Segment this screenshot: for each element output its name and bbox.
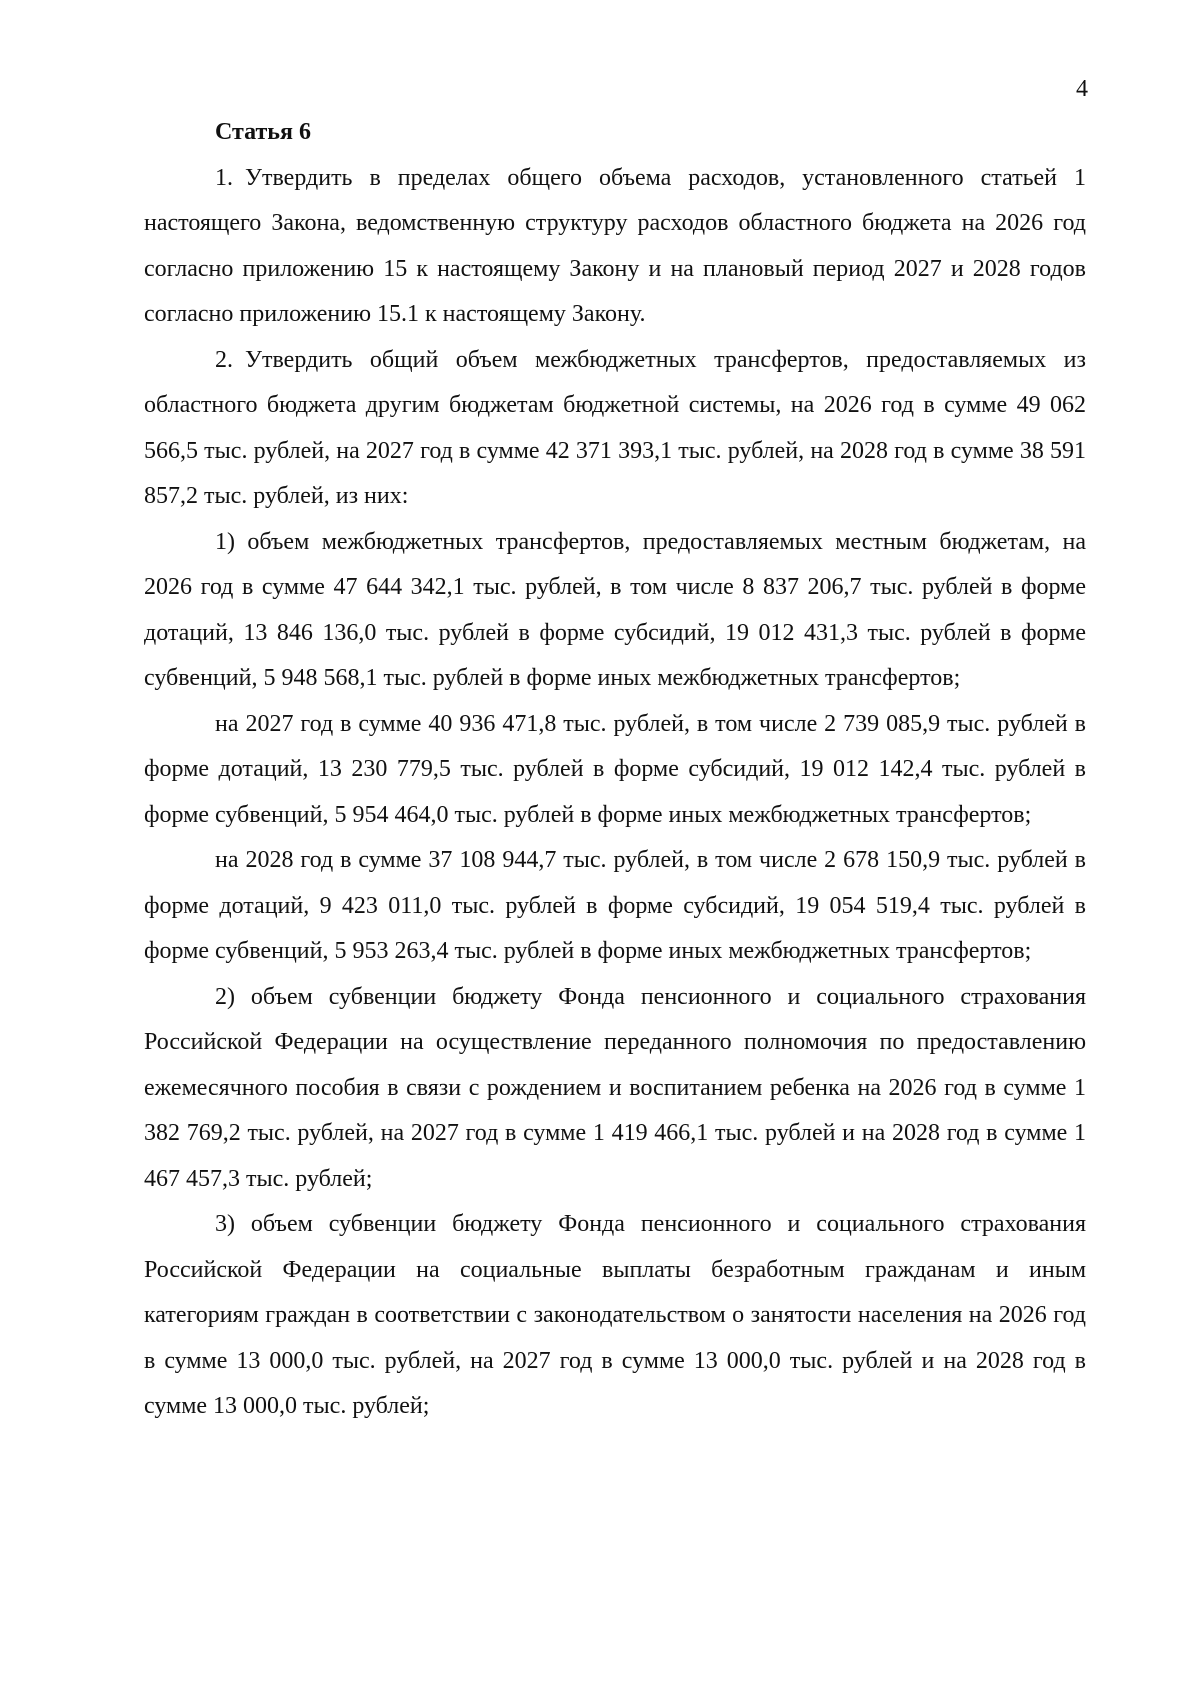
paragraph-item-1: 1. Утвердить в пределах общего объема расходов, установленного статьей 1 настоящего Закона, ведомственную структуру расходов областного бюджета на 2026 год согласно приложению 15 к настоящему Закону и на плановый период 2027 и 2028 годов согласно приложению 15.1 к настоящему Закону. xyxy=(144,164,1086,327)
subitem-3-pension-fund-unemployment: 3) объем субвенции бюджету Фонда пенсионного и социального страхования Российской Федерации на социальные выплаты безработным гражданам и иным категориям граждан в соответствии с законодательством о занятости населения на 2026 год в сумме 13 000,0 тыс. рублей, на 2027 год в сумме 13 000,0 тыс. рублей и на 2028 год в сумме 13 000,0 тыс. рублей; xyxy=(144,1211,1086,1419)
subitem-1-local-budgets-2028: на 2028 год в сумме 37 108 944,7 тыс. рублей, в том числе 2 678 150,9 тыс. рублей в форме дотаций, 9 423 011,0 тыс. рублей в форме субсидий, 19 054 519,4 тыс. рублей в форме субвенций, 5 953 263,4 тыс. рублей в форме иных межбюджетных трансфертов; xyxy=(144,847,1086,964)
article-title: Статья 6 xyxy=(215,119,311,145)
subitem-1-local-budgets-2026: 1) объем межбюджетных трансфертов, предоставляемых местным бюджетам, на 2026 год в сумме 47 644 342,1 тыс. рублей, в том числе 8 837 206,7 тыс. рублей в форме дотаций, 13 846 136,0 тыс. рублей в форме субсидий, 19 012 431,3 тыс. рублей в форме субвенций, 5 948 568,1 тыс. рублей в форме иных межбюджетных трансфертов; xyxy=(144,528,1086,691)
document-body xyxy=(144,110,1086,1430)
paragraph-item-2: 2. Утвердить общий объем межбюджетных трансфертов, предоставляемых из областного бюджета другим бюджетам бюджетной системы, на 2026 год в сумме 49 062 566,5 тыс. рублей, на 2027 год в сумме 42 371 393,1 тыс. рублей, на 2028 год в сумме 38 591 857,2 тыс. рублей, из них: xyxy=(144,346,1086,509)
subitem-1-local-budgets-2027: на 2027 год в сумме 40 936 471,8 тыс. рублей, в том числе 2 739 085,9 тыс. рублей в форме дотаций, 13 230 779,5 тыс. рублей в форме субсидий, 19 012 142,4 тыс. рублей в форме субвенций, 5 954 464,0 тыс. рублей в форме иных межбюджетных трансфертов; xyxy=(144,710,1086,828)
subitem-2-pension-fund-child-allowance: 2) объем субвенции бюджету Фонда пенсионного и социального страхования Российской Федерации на осуществление переданного полномочия по предоставлению ежемесячного пособия в связи с рождением и воспитанием ребенка на 2026 год в сумме 1 382 769,2 тыс. рублей, на 2027 год в сумме 1 419 466,1 тыс. рублей и на 2028 год в сумме 1 467 457,3 тыс. рублей; xyxy=(144,983,1086,1192)
page-number: 4 xyxy=(1076,76,1088,102)
